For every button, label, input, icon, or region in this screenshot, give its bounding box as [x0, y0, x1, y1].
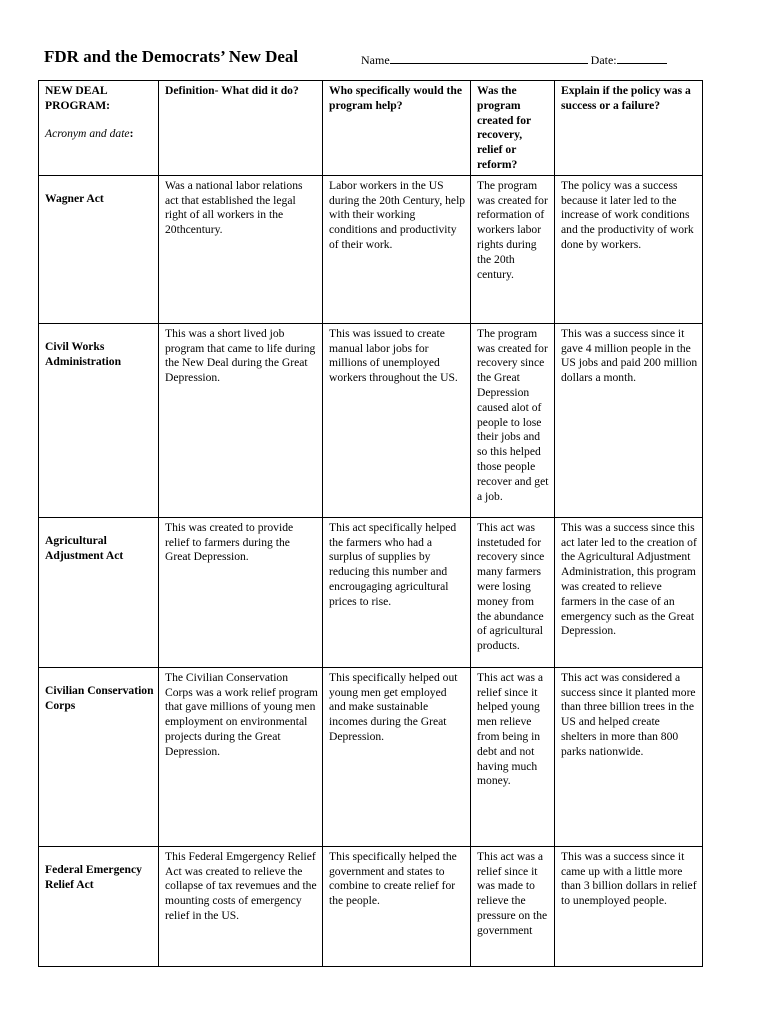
row-type: This act was instetuded for recovery since many farmers were losing money from the abundance of agricultural products.	[471, 517, 555, 667]
name-label: Name	[361, 53, 390, 67]
row-who: Labor workers in the US during the 20th Century, help with their working conditions and productivity of their work.	[323, 175, 471, 323]
header-program-line1: NEW DEAL	[45, 84, 108, 97]
row-success: This was a success since this act later led to the creation of the Agricultural Adjustment Administration, this program was created to relieve farmers in the case of an emergency such as the Great Depression.	[555, 517, 703, 667]
table-row	[39, 175, 703, 323]
row-program: Civil Works Administration	[39, 323, 159, 517]
table-row	[39, 846, 703, 966]
worksheet-title: FDR and the Democrats’ New Deal	[44, 47, 299, 66]
table-header-row	[39, 81, 703, 176]
date-label: Date:	[590, 53, 617, 67]
name-date-line	[361, 52, 667, 68]
row-definition: This was created to provide relief to farmers during the Great Depression.	[159, 517, 323, 667]
table-row	[39, 667, 703, 846]
row-success: This was a success since it came up with a little more than 3 billion dollars in relief to unemployed people.	[555, 846, 703, 966]
row-program: Agricultural Adjustment Act	[39, 517, 159, 667]
row-who: This act specifically helped the farmers who had a surplus of supplies by reducing this number and encrougaging agricultural prices to rise.	[323, 517, 471, 667]
date-blank[interactable]	[617, 52, 667, 64]
row-program: Civilian Conservation Corps	[39, 667, 159, 846]
header-who: Who specifically would the program help?	[323, 81, 471, 176]
header-success: Explain if the policy was a success or a failure?	[555, 81, 703, 176]
header-definition: Definition- What did it do?	[159, 81, 323, 176]
header-acronym-label: Acronym and date:	[45, 126, 134, 140]
row-type: This act was a relief since it helped young men relieve from being in debt and not having much money.	[471, 667, 555, 846]
row-success: This act was considered a success since it planted more than three billion trees in the US and helped create shelters in more than 800 parks nationwide.	[555, 667, 703, 846]
row-definition: Was a national labor relations act that established the legal right of all workers in the 20thcentury.	[159, 175, 323, 323]
header-program	[39, 81, 159, 176]
row-success: The policy was a success because it later led to the increase of work conditions and the productivity of work done by workers.	[555, 175, 703, 323]
row-definition: The Civilian Conservation Corps was a work relief program that gave millions of young men employment on environmental projects during the Great Depression.	[159, 667, 323, 846]
header-type: Was the program created for recovery, relief or reform?	[471, 81, 555, 176]
name-blank[interactable]	[390, 52, 588, 64]
table-row	[39, 517, 703, 667]
row-definition: This Federal Emgergency Relief Act was created to relieve the collapse of tax revemues and the mounting costs of emergency relief in the US.	[159, 846, 323, 966]
row-success: This was a success since it gave 4 million people in the US jobs and paid 200 million dollars a month.	[555, 323, 703, 517]
row-who: This was issued to create manual labor jobs for millions of unemployed workers throughout the US.	[323, 323, 471, 517]
row-type: This act was a relief since it was made to relieve the pressure on the government	[471, 846, 555, 966]
row-definition: This was a short lived job program that came to life during the New Deal during the Great Depression.	[159, 323, 323, 517]
row-who: This specifically helped out young men get employed and make sustainable incomes during the Great Depression.	[323, 667, 471, 846]
row-type: The program was created for recovery since the Great Depression caused alot of people to lose their jobs and so this helped those people recover and get a job.	[471, 323, 555, 517]
header-program-line2: PROGRAM:	[45, 98, 111, 112]
row-program: Wagner Act	[39, 175, 159, 323]
table-row	[39, 323, 703, 517]
row-program: Federal Emergency Relief Act	[39, 846, 159, 966]
new-deal-table	[38, 80, 703, 967]
row-type: The program was created for reformation of workers labor rights during the 20th century.	[471, 175, 555, 323]
row-who: This specifically helped the government and states to combine to create relief for the people.	[323, 846, 471, 966]
